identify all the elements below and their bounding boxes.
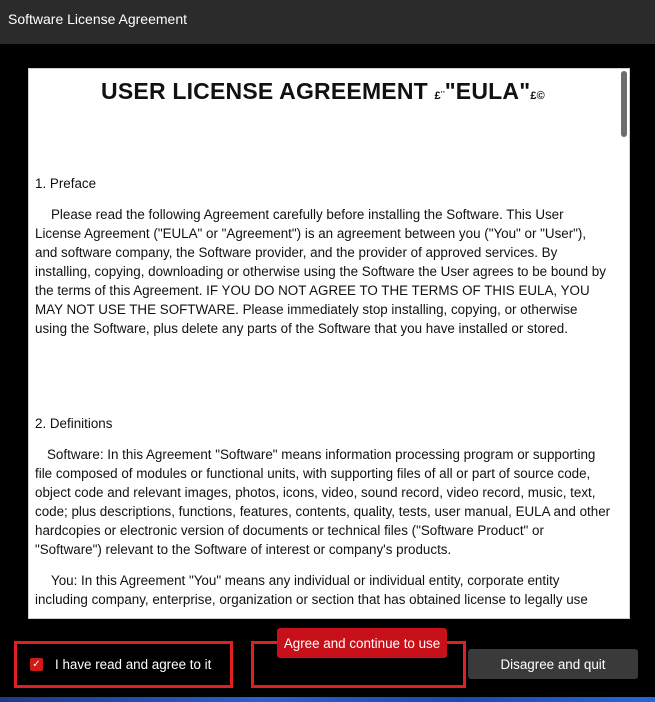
license-document-content	[29, 69, 617, 618]
document-title-symbol-close: £©	[530, 90, 545, 102]
section-text-preface: Please read the following Agreement carefully before installing the Software. This User License Agreement ("EULA" or "Agreement") is an agreement between you ("You" or "User"), and software company, the Software provider, and the provider of approved services. By installing, copying, downloading or otherwise using the Software the User agrees to be bound by the terms of this Agreement. IF YOU DO NOT AGREE TO THE TERMS OF THIS EULA, YOU MAY NOT USE THE SOFTWARE. Please immediately stop installing, copying, or otherwise using the Software, plus delete any parts of the Software that you have installed or stored.	[35, 207, 606, 336]
section-heading-preface: 1. Preface	[35, 176, 97, 191]
document-title-eula: "EULA"	[444, 78, 531, 104]
window-title: Software License Agreement	[8, 11, 187, 27]
agree-checkbox-label[interactable]: I have read and agree to it	[55, 657, 212, 672]
agree-checkbox[interactable]	[30, 658, 43, 671]
document-title-main: USER LICENSE AGREEMENT	[101, 78, 435, 104]
document-title-symbol-open: £¨	[434, 90, 445, 102]
disagree-and-quit-button[interactable]: Disagree and quit	[468, 649, 638, 679]
license-document-panel[interactable]	[28, 68, 630, 619]
document-title	[35, 77, 611, 110]
document-scrollbar-thumb[interactable]	[621, 71, 627, 137]
section-text-software-definition: Software: In this Agreement "Software" means information processing program or supporting file composed of modules or functional units, with supporting files of all or part of source code, object code and relevant images, photos, icons, video, sound record, video record, music, text, code; plus descriptions, functions, features, contents, quality, tests, user manual, EULA and other hardcopies or electronic version of documents or technical files ("Software Product" or "Software") relevant to the Software of interest or company's products.	[35, 447, 611, 557]
check-icon: ✓	[32, 659, 41, 670]
window-titlebar	[0, 0, 655, 44]
section-heading-definitions: 2. Definitions	[35, 416, 113, 431]
agree-and-continue-button[interactable]: Agree and continue to use	[277, 628, 447, 658]
section-text-you-definition: You: In this Agreement "You" means any individual or individual entity, corporate entity including company, enterprise, organization or section that has obtained license to legally use	[35, 573, 588, 607]
agree-checkbox-row[interactable]	[14, 641, 233, 688]
desktop-wallpaper-strip	[0, 697, 655, 702]
document-scrollbar[interactable]	[619, 71, 627, 616]
